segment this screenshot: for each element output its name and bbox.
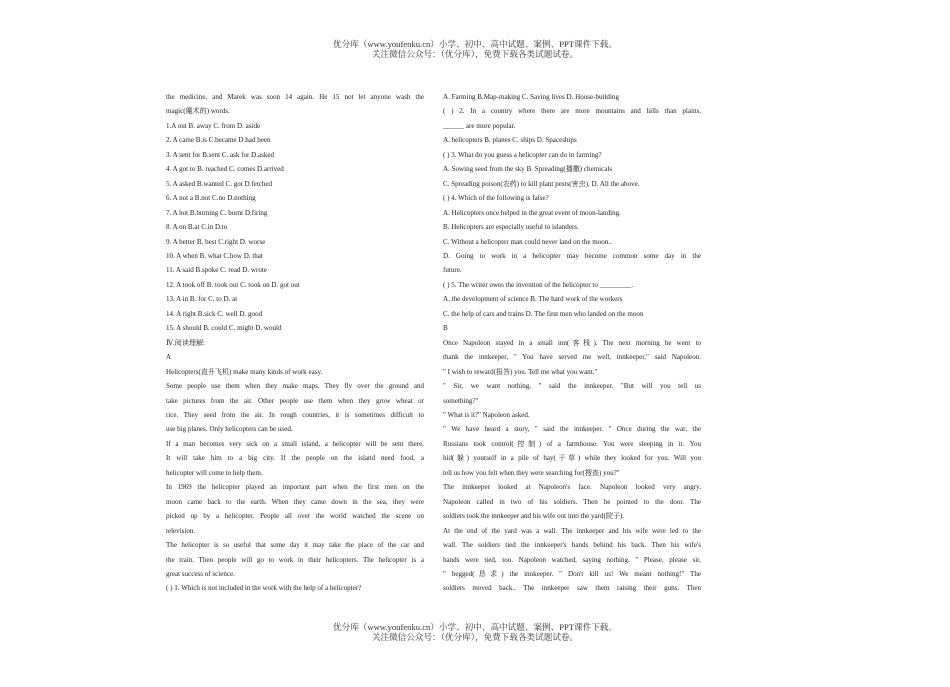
text-line: A. Sowing seed from the sky B. Spreading(播撒) chemicals <box>443 165 613 174</box>
text-line: The helicopter is so useful that some day it may take the place of the car and <box>166 541 424 550</box>
text-line: hands were tied, too. Napoleon watched, saying nothing. " Please, please sir, <box>443 555 701 564</box>
text-line: Once Napoleon stayed in a small inn(客栈). The next morning he went to <box>443 338 701 347</box>
text-line: helicopter will come to help them. <box>166 468 263 477</box>
text-line: At the end of the yard was a wall. The innkeeper and his wife were led to the <box>443 526 701 535</box>
header-line-2: 关注微信公众号：（优分库），免费下载各类试题试卷。 <box>371 49 579 59</box>
page-footer <box>0 622 950 642</box>
text-line: ( ) 1. Which is not included in the work with the help of a helicopter? <box>166 584 362 593</box>
text-line: rice. They seed from the air. In rough countries, it is sometimes difficult to <box>166 410 424 419</box>
text-line: A. helicopters B. planes C. ships D. Spaceships <box>443 136 577 145</box>
text-line: C. Spreading poison(农药) to kill plant pests(害虫). D. All the above. <box>443 179 640 188</box>
text-line: 6. A not a B.not C.no D.nothing <box>166 194 256 203</box>
text-line: hid(躲) yourself in a pile of hay(干草) while they looked for you. Will you <box>443 454 701 463</box>
text-line: 9. A better B. best C.right D. worse <box>166 237 266 246</box>
text-line: C. Without a helicopter man could never land on the moon.. <box>443 237 612 246</box>
text-line: 1.A out B. away C. from D. aside <box>166 121 261 130</box>
text-line: Napoleon called in two of his soldiers. Then he pointed to the door. The <box>443 497 701 506</box>
text-line: ______ are more popular. <box>443 121 516 130</box>
text-line: ( ) 5. The writer owes the invention of the helicopter to _________. <box>443 280 634 289</box>
text-line: the train. Then people will go to work in their helicopters. The helicopter is a <box>166 555 424 564</box>
text-line: 12. A took off B. took out C. took on D. got out <box>166 280 300 289</box>
text-line: use big planes. Only helicopters can be used. <box>166 425 293 434</box>
text-line: great success of science. <box>166 569 235 578</box>
text-line: 13. A in B. for C. to D. at <box>166 295 238 304</box>
text-line: ( ) 3. What do you guess a helicopter can do in farming? <box>443 150 602 159</box>
text-line: A. the development of science B. The hard work of the workers <box>443 295 623 304</box>
text-line: Helicopters(直升飞机) make many kinds of work easy. <box>166 367 323 376</box>
left-column <box>166 90 424 596</box>
text-line: 11. A said B.spoke C. read D. wrote <box>166 266 267 275</box>
text-line: D. Going to work in a helicopter may become common some day in the <box>443 251 701 260</box>
text-line: 4. A got to B. reached C. comes D.arrived <box>166 165 284 174</box>
text-line: 3. A sent for B.sent C. ask for D.asked <box>166 150 275 159</box>
text-line: wall. The soldiers tied the innkeeper's hands behind his back. Then his wife's <box>443 541 701 550</box>
text-line: ( ) 2. In a country where there are more mountains and hills than plains, <box>443 107 701 116</box>
text-line: It will take him to a big city. If the people on the island need food, a <box>166 454 424 463</box>
text-line: C. the help of cars and trains D. The first men who landed on the moon <box>443 309 644 318</box>
right-column <box>443 90 701 596</box>
text-line: If a man becomes very sick on a small island, a helicopter will be sent there. <box>166 439 424 448</box>
text-line: " What is it?" Napoleon asked. <box>443 410 530 419</box>
text-line: A. Helicopters once helped in the great event of moon-landing. <box>443 208 621 217</box>
text-line: 2. A came B.is C.became D.had been <box>166 136 271 145</box>
text-line: A. Farming B.Map-making C. Saving lives D. House-building <box>443 93 619 101</box>
text-line: B. Helicopters are especially useful to islanders. <box>443 223 579 232</box>
header-line-1: 优分库（www.youfenku.cn）小学、初中、高中试题、案例、PPT课件下载。 <box>333 39 617 49</box>
text-line: 10. A when B. what C.how D. that <box>166 251 263 260</box>
text-line: moon came back to the earth. When they came down in the sea, they were <box>166 497 424 506</box>
text-line: Russians took control(控制) of a farmhouse. You were sleeping in it. You <box>443 439 701 448</box>
text-line: " begged(恳求) the innkeeper. " Don't kill us! We meant nothing!" The <box>443 569 701 578</box>
text-line: 8. A on B.at C.in D.to <box>166 223 228 232</box>
text-line: soldiers moved back.. The innkeeper saw them raising their guns. Then <box>443 584 701 593</box>
text-line: The innkeeper looked at Napoleon's face. Napoleon looked very angry. <box>443 483 701 492</box>
text-line: 7. A hot B.burning C. burnt D.firing <box>166 208 268 217</box>
text-line: " I wish to reward(报答) you. Tell me what you want." <box>443 367 598 376</box>
text-line: picked up by a helicopter. People all over the world watched the scene on <box>166 512 424 521</box>
text-line: future. <box>443 266 462 275</box>
text-line: the medicine, and Marek was soon 14 again. He 15 not let anyone wash the <box>166 93 424 101</box>
footer-line-2: 关注微信公众号：（优分库），免费下载各类试题试卷。 <box>371 632 579 642</box>
text-line: ( ) 4. Which of the following is false? <box>443 194 549 203</box>
text-line: In 1969 the helicopter played an important part when the first men on the <box>166 483 424 492</box>
page-header <box>0 39 950 59</box>
text-line: television. <box>166 526 196 535</box>
text-line: Some people use them when they make maps. They fly over the ground and <box>166 382 424 391</box>
text-line: take pictures from the air. Other people use them when they grow wheat or <box>166 396 424 405</box>
text-line: " Sir, we want nothing, " said the innkeeper. "But will you tell us <box>443 382 701 391</box>
text-line: 15. A should B. could C. might D. would <box>166 324 282 333</box>
text-line: something?" <box>443 396 479 405</box>
text-line: 5. A asked B.wanted C. got D.fetched <box>166 179 273 188</box>
text-line: 14. A right B.sick C. well D. good <box>166 309 263 318</box>
text-line: Ⅳ.阅读理解: <box>166 338 205 347</box>
text-line: magic(魔术的) words. <box>166 107 230 116</box>
text-line: tell us how you felt when they were searching for(搜查) you?" <box>443 468 620 477</box>
text-line: soldiers took the innkeeper and his wife out into the yard(院子). <box>443 512 625 521</box>
footer-line-1: 优分库（www.youfenku.cn）小学、初中、高中试题、案例、PPT课件下载。 <box>333 622 617 632</box>
text-line: B <box>443 324 448 333</box>
text-line: thank the innkeeper, " You have served me well, innkeeper," said Napoleon. <box>443 353 701 362</box>
text-line: " We have heard a story, " said the innkeeper. " Once during the war, the <box>443 425 701 434</box>
text-line: A <box>166 353 172 362</box>
